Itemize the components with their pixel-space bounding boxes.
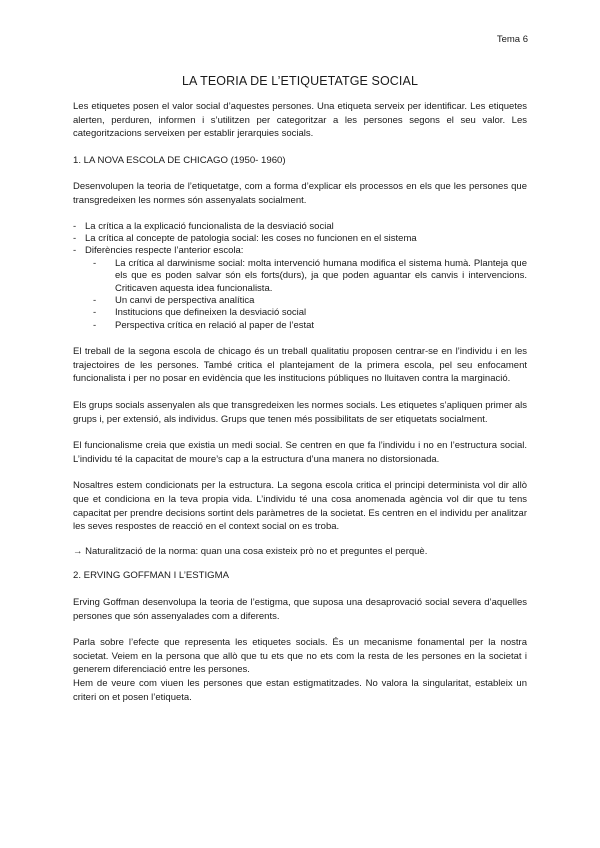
sublist-item: - Un canvi de perspectiva analítica <box>93 295 527 307</box>
section-1-paragraph-6: → Naturalització de la norma: quan una cosa existeix prò no et preguntes el perquè. <box>73 545 428 557</box>
section-2-paragraph-3: Hem de veure com viuen les persones que estan estigmatitzades. No valora la singularitat, estableix un criteri on et posen l’etiqueta. <box>73 677 527 703</box>
section-1-paragraph-2: El treball de la segona escola de chicago és un treball qualitatiu proposen centrar-se en l’individu i en les trajectoires de les persones. També critica el plantejament de la primera escola, pel seu enfocament funcionalista i per no posar en evidència que les institucions públiques no lluitaven contra la marginació. <box>73 346 527 385</box>
sublist-item: - La crítica al darwinisme social: molta intervenció humana modifica el sistema humà. Planteja que els que es poden salvar són els forts(durs), ja que poden aguantar els canvis i intervencions. Criticaven aquesta idea funcionalista. <box>93 258 527 295</box>
section-1-list <box>73 221 527 333</box>
section-1-paragraph-4: El funcionalisme creia que existia un medi social. Se centren en que fa l’individu i no en l’estructura social. L’individu té la capacitat de moure’s cap a la estructura d’una manera no distorsionada. <box>73 440 527 465</box>
section-1-paragraph-1: Desenvolupen la teoria de l’etiquetatge, com a forma d’explicar els processos en els que les persones que transgredeixen les normes són assenyalats socialment. <box>73 181 527 206</box>
section-2-paragraph-2: Parla sobre l’efecte que representa les etiquetes socials. És un mecanisme fonamental per la nostra societat. Veiem en la persona que allò que tu ets que no ets com la resta de les persones en la societat i generem diferenciació entre les persones. <box>73 637 527 676</box>
section-1-heading: 1. LA NOVA ESCOLA DE CHICAGO (1950- 1960) <box>73 154 286 166</box>
list-item-label: Diferències respecte l’anterior escola: <box>85 245 244 257</box>
list-item: - La crítica al concepte de patologia social: les coses no funcionen en el sistema <box>73 233 527 245</box>
section-1-paragraph-5: Nosaltres estem condicionats per la estructura. La segona escola critica el principi determinista vol dir allò que et condiciona en la teva propia vida. L’individu té una cosa anomenada agència vol dir que tu tens capacitat per prendre decisions sortint dels paràmetres de la societat. Es centren en el individu per analitzar les seves respostes de reacció en el context social on es troba. <box>73 480 527 533</box>
section-2-paragraph-1: Erving Goffman desenvolupa la teoria de l’estigma, que suposa una desaprovació social severa d’aquelles persones que són assenyalades com a diferents. <box>73 596 527 622</box>
sublist-item: - Perspectiva crítica en relació al paper de l’estat <box>93 320 527 332</box>
section-1-paragraph-3: Els grups socials assenyalen als que transgredeixen les normes socials. Les etiquetes s’apliquen primer als grups i, per extensió, als individus. Grups que tenen més possibilitats de ser etiquetats socialment. <box>73 400 527 425</box>
section-1-sublist <box>93 258 527 332</box>
page-header-topic: Tema 6 <box>496 34 528 45</box>
list-item: - La crítica a la explicació funcionalista de la desviació social <box>73 221 527 233</box>
page-title: LA TEORIA DE L’ETIQUETATGE SOCIAL <box>181 74 418 88</box>
list-item <box>73 245 527 332</box>
section-2-heading: 2. ERVING GOFFMAN I L’ESTIGMA <box>73 570 230 582</box>
document-body <box>73 100 527 704</box>
sublist-item: - Institucions que defineixen la desviació social <box>93 307 527 319</box>
intro-paragraph: Les etiquetes posen el valor social d’aquestes persones. Una etiqueta serveix per identificar. Les etiquetes alerten, perduren, informen i s’utilitzen per categoritzar a les persones segons el seu valor. Les categoritzacions serveixen per establir jerarquies socials. <box>73 101 527 140</box>
